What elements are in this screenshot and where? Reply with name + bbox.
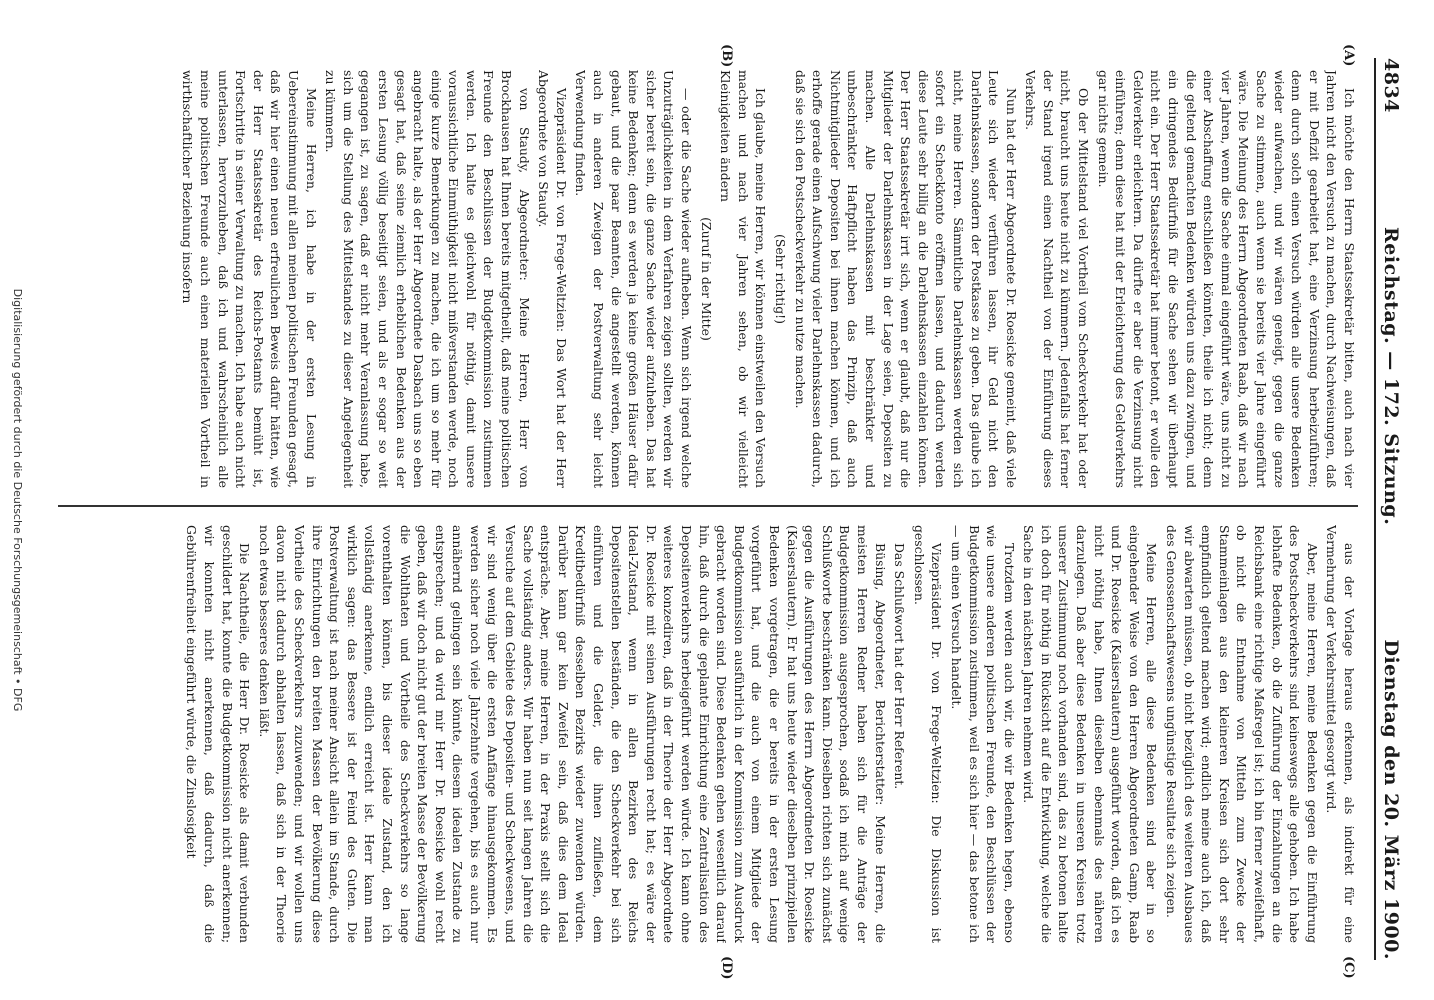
margin-marker-b: (B) xyxy=(719,44,734,68)
credit-text: Digitalisierung gefördert durch die Deutsche Forschungsgemeinschaft • DFG xyxy=(11,288,24,712)
paragraph: Meine Herren, ich habe in der ersten Lesung in Uebereinstimmung mit allen meinen politischen Freunden gesagt, daß wir hier einen neuen erfreulichen Beweis dafür hätten, wie der Herr Staatssekretär des Reichs-Postamts bemüht ist, Fortschritte in seiner Verwaltung zu machen. Ich habe auch nicht unterlassen, hervorzuheben, daß ich und wahrscheinlich alle meine politischen Freunde auch einen materiellen Vortheil in wirthschaftlicher Beziehung insofern xyxy=(180,70,319,488)
speaker-paragraph: Büsing, Abgeordneter, Berichterstatter: Meine Herren, die meisten Herren Redner haben sich für die Anträge der Budgetkommission ausgesprochen, sodaß ich mich auf wenige Schlußworte beschränken kann. Dieselben richten sich zunächst gegen die Ausführungen des Herrn Abgeordneten Dr. Roesicke (Kaiserslautern). Er hat uns heute wieder dieselben prinzipiellen Bedenken vorgetragen, die er bereits in der ersten Lesung vorgeführt hat, und die auch von einem Mitgliede der Budgetkommission ausführlich in der Kommission zum Ausdruck gebracht worden sind. Diese Bedenken gehen wesentlich darauf hin, daß durch die geplante Einrichtung eine Zentralisation des Depositenverkehrs herbeigeführt werden würde. Ich kann ohne weiteres konzediren, daß in der Theorie der Herr Abgeordnete Dr. Roesicke mit seinen Ausführungen recht hat; es wäre der Ideal-Zustand, wenn in allen Bezirken des Reichs Depositenstellen beständen, die den Scheckverkehr bei sich einführen und die Gelder, die ihnen zufließen, dem Kreditbedürfniß desselben Bezirks wieder zuwenden würden. Darüber kann gar kein Zweifel sein, daß dies dem Ideal entspräche. Aber, meine Herren, in der Praxis stellt sich die Sache vollständig anders. Wir haben nun seit langen Jahren die Versuche auf dem Gebiete des Depositen- und Scheckwesens, und wir sind wenig über die ersten Anfänge hinausgekommen. Es werden sicher noch viele Jahrzehnte vergehen, bis es auch nur annähernd gelingen sein könnte, diesem idealen Zustande zu entsprechen; und da wird mir Herr Dr. Roesicke wohl recht geben, daß wir doch nicht gut der breiten Masse der Bevölkerung die Wohlthaten und Vortheile des Scheckverkehrs so lange vorenthalten können, bis dieser ideale Zustand, den ich vollständig anerkenne, endlich erreicht ist. Herr kann man wirklich sagen: das Bessere ist der Feind des Guten. Die Postverwaltung ist nach meiner Ansicht allein im Stande, durch ihre Einrichtungen den breiten Massen der Bevölkerung diese Vortheile des Scheckverkehrs zuzuwenden; und wir wollen uns davon nicht dadurch abhalten lassen, daß sich in der Theorie noch etwas besseres denken läßt. xyxy=(256,525,888,943)
paragraph: Trotzdem werden auch wir, die wir Bedenken hegen, ebenso wie unsere anderen politischen Freunde, den Beschlüssen der Budgetkommission zustimmen, weil es sich hier — das betone ich — um einen Versuch handelt. xyxy=(948,525,1017,943)
page-number: 4834 xyxy=(1380,58,1402,113)
interjection: (Zuruf in der Mitte) xyxy=(698,217,714,341)
session-date: Dienstag den 20. März 1900. xyxy=(1380,639,1402,960)
paragraph: Nun hat der Herr Abgeordnete Dr. Roesicke gemeint, daß viele Leute sich wieder verführen lassen, ihr Geld nicht den Darlehnskassen, sondern der Postkasse zu geben. Das glaube ich nicht, meine Herren. Sämmtliche Darlehnskassen werden sich sofort ein Scheckkonto eröffnen lassen, und dadurch werden diese Leute sehr billig an die Darlehnskassen einzahlen können. Der Herr Staatssekretär irrt sich, wenn er glaubt, daß nur die Mitglieder der Darlehnskassen in der Lage seien, Depositen zu machen. Alle Darlehnskassen mit beschränkter und unbeschränkter Haftpflicht haben das Prinzip, daß auch Nichtmitglieder Depositen bei ihnen machen können, und ich erhoffe gerade einen Aufschwung vieler Darlehnskassen dadurch, daß sie sich den Postscheckverkehr zu nutze machen. xyxy=(792,70,1019,488)
paragraph: Die Nachtheile, die Herr Dr. Roesicke als damit verbunden geschildert hat, konnte die Budgetkommission nicht anerkennen; wir konnten nicht anerkennen, daß dadurch, daß die Gebührenfreiheit eingeführt würde, die Zinslosigkeit xyxy=(184,525,253,943)
margin-marker-c: (C) xyxy=(1341,956,1356,979)
paragraph: Aber, meine Herren, meine Bedenken gegen die Einführung des Postscheckverkehrs sind keineswegs alle gehoben. Ich habe lebhafte Bedenken, ob die Zuführung der Einzahlungen an die Reichsbank eine richtige Maßregel ist; ich bin ferner zweifelhaft, ob nicht die Entnahme von Mitteln zum Zwecke der Stammeinlagen aus den kleineren Kreisen sich dort sehr empfindlich geltend machen wird; endlich meine auch ich, daß wir abwarten müssen, ob nicht bezüglich des weiteren Ausbaues des Genossenschaftswesens ungünstige Resultate sich zeigen. xyxy=(1164,525,1320,943)
paragraph: Das Schlußwort hat der Herr Referent. xyxy=(892,543,908,790)
session-title: Reichstag. — 172. Sitzung. xyxy=(1380,227,1402,526)
paragraph: Ich möchte den Herrn Staatssekretär bitten, auch nach vier Jahren nicht den Versuch zu machen, durch Nachweisungen, daß er mit Defizit gearbeitet hat, eine Verzinsung herbeizuführen; denn durch solch einen Versuch würden alle unsere Bedenken wieder aufwachen, und wir wären geneigt, gegen die ganze Sache zu stimmen, auch wenn sie bereits vier Jahre eingeführt wäre. Die Meinung des Herrn Abgeordneten Raab, daß wir nach vier Jahren, wenn die Sache einmal eingeführt wäre, uns nicht zu einer Abschaffung entschließen könnten, theile ich nicht; denn die geltend gemachten Bedenken würden uns dazu zwingen, und ein dringendes Bedürfniß für die Sache sehen wir überhaupt nicht ein. Der Herr Staatssekretär hat immer betont, er wolle den Geldverkehr erleichtern. Da dürfte er aber die Verzinsung nicht einführen; denn diese hat mit der Erleichterung des Geldverkehrs gar nichts gemein. xyxy=(1095,70,1357,488)
margin-marker-d: (D) xyxy=(719,956,734,980)
speaker-paragraph: von Staudy, Abgeordneter: Meine Herren, Herr von Brockhausen hat Ihnen bereits mitgetheilt, daß meine politischen Freunde den Beschlüssen der Budgetkommission zustimmen werden. Ich halte es gleichwohl für nöthig, damit unsere voraussichtliche Einmüthigkeit nicht mißverstanden werde, noch einige kurze Bemerkungen zu machen, die ich um so mehr für angebracht halte, als der Herr Abgeordnete Dasbach uns so eben gesagt hat, daß seine ziemlich erheblichen Bedenken aus der ersten Lesung völlig beseitigt seien, und als er sogar so weit gegangen ist, zu sagen, daß er nicht mehr Veranlassung habe, sich um die Stellung des Mittelstandes zu dieser Angelegenheit zu kümmern. xyxy=(323,70,532,488)
paragraph: aus der Vorlage heraus erkennen, als indirekt für eine Vermehrung der Verkehrsmittel gesorgt wird. xyxy=(1324,525,1357,943)
speaker-paragraph: Vizepräsident Dr. von Frege-Weltzien: Das Wort hat der Herr Abgeordnete von Staudy. xyxy=(536,70,569,488)
paragraph: — oder die Sache wieder aufheben. Wenn sich irgend welche Unzuträglichkeiten in dem Verfahren zeigen sollten, werden wir sicher bereit sein, die ganze Sache wieder aufzuheben. Das hat keine Bedenken; denn es werden ja keine großen Häuser dafür gebaut, und die paar Beamten, die angestellt werden, können auch in anderen Zweigen der Postverwaltung sehr leicht Verwendung finden. xyxy=(573,70,695,488)
margin-marker-a: (A) xyxy=(1341,44,1356,67)
paragraph: Meine Herren, alle diese Bedenken sind aber in so eingehender Weise von den Herren Abgeordneten Gamp, Raab und Dr. Roesicke (Kaiserslautern) ausgeführt worden, daß ich es nicht nöthig habe, Ihnen dieselben ebenmals des näheren darzulegen. Daß aber diese Bedenken in unseren Kreisen trotz unserer Zustimmung noch vorhanden sind, das zu betonen halte ich doch für nöthig in Rücksicht auf die Entwicklung, welche die Sache in den nächsten Jahren nehmen wird. xyxy=(1021,525,1160,943)
speaker-paragraph: Vizepräsident Dr. von Frege-Weltzien: Die Diskussion ist geschlossen. xyxy=(911,525,945,943)
interjection: (Sehr richtig!) xyxy=(773,234,788,324)
paragraph: Ob der Mittelstand viel Vortheil vom Scheckverkehr hat oder nicht, braucht uns heute nicht zu kümmern. Jedenfalls hat ferner der Stand irgend einen Nachtheil von der Einführung dieses Verkehrs. xyxy=(1023,70,1092,488)
paragraph: Ich glaube, meine Herren, wir können einstweilen den Versuch machen und nach vier Jahren sehen, ob wir vielleicht Kleinigkeiten ändern xyxy=(718,70,769,488)
